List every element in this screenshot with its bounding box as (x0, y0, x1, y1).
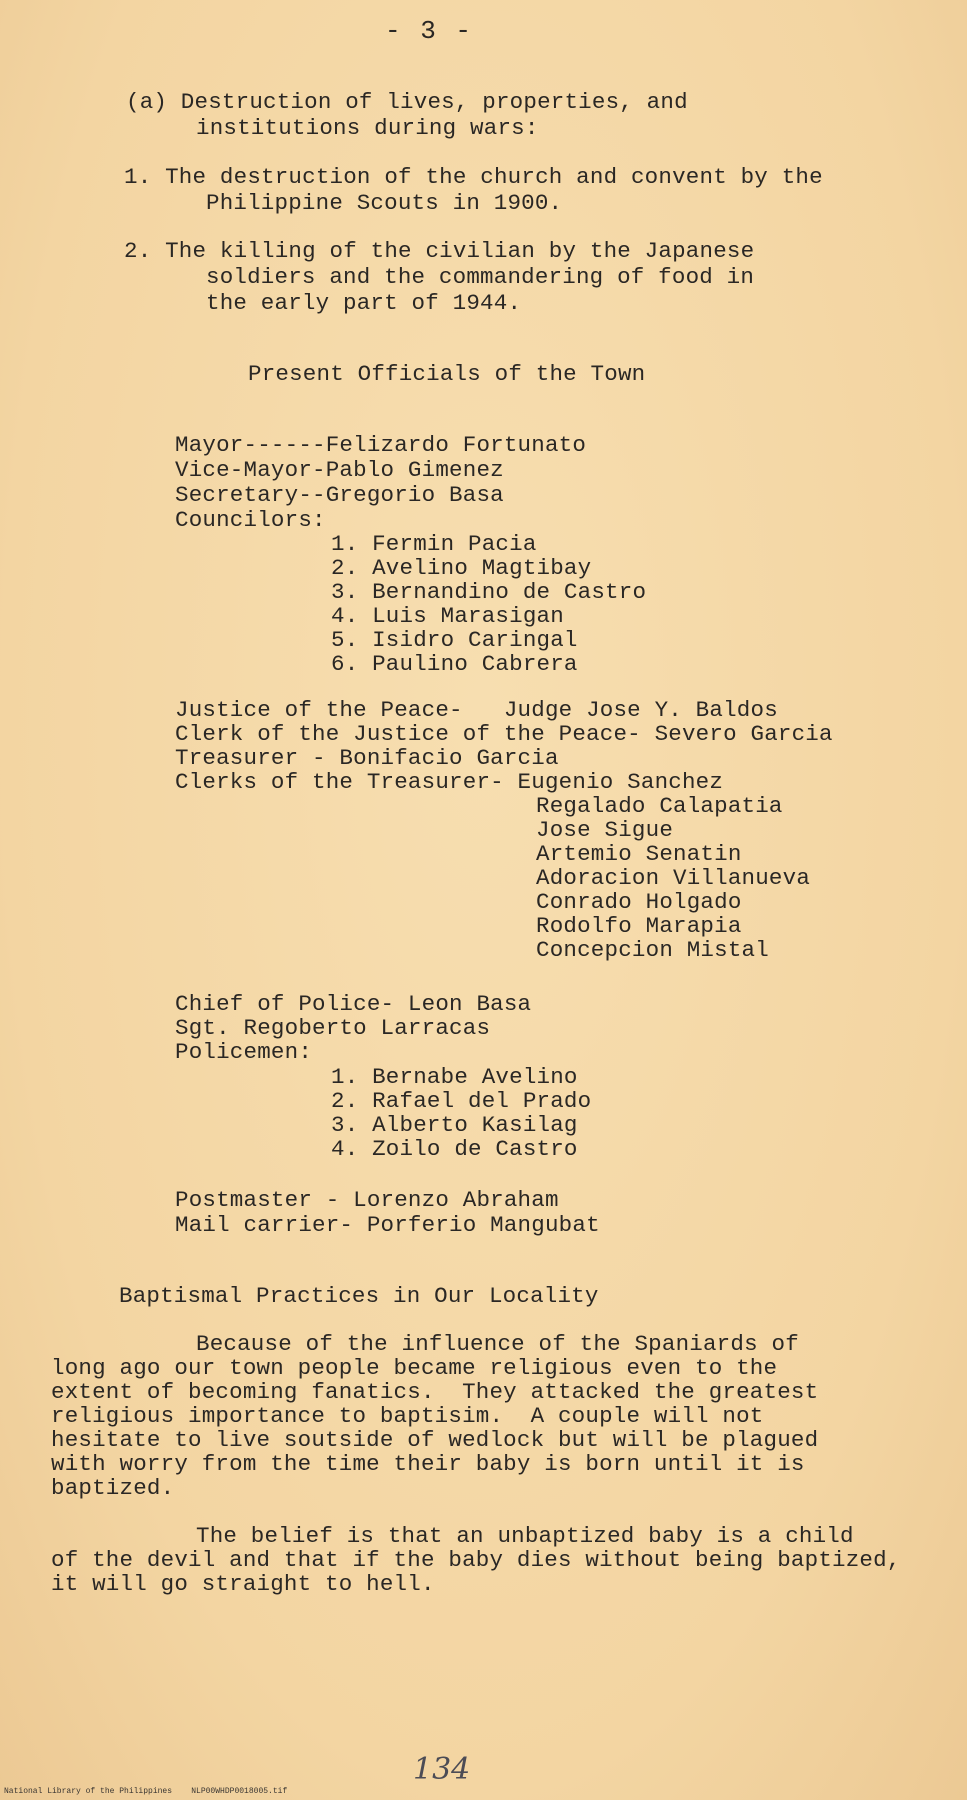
councilor-item: 6. Paulino Cabrera (331, 651, 578, 677)
list-item: the early part of 1944. (206, 290, 522, 316)
paragraph-line: baptized. (51, 1475, 175, 1501)
handwritten-page-number: 134 (413, 1752, 471, 1787)
paragraph-line: extent of becoming fanatics. They attacked the greatest (51, 1379, 819, 1405)
policeman-item: 1. Bernabe Avelino (331, 1064, 578, 1090)
official-entry: Secretary--Gregorio Basa (175, 482, 504, 508)
paragraph-line: long ago our town people became religious even to the (51, 1355, 778, 1381)
policeman-item: 4. Zoilo de Castro (331, 1136, 578, 1162)
official-entry: Sgt. Regoberto Larracas (175, 1015, 491, 1041)
list-item: Philippine Scouts in 1900. (206, 190, 563, 216)
clerk-item: Artemio Senatin (536, 841, 742, 867)
policeman-item: 2. Rafael del Prado (331, 1088, 592, 1114)
section-a-heading: institutions during wars: (196, 115, 539, 141)
clerk-item: Adoracion Villanueva (536, 865, 811, 891)
official-entry: Mayor------Felizardo Fortunato (175, 432, 587, 458)
official-entry: Mail carrier- Porferio Mangubat (175, 1212, 600, 1238)
section-a-heading: (a) Destruction of lives, properties, and (126, 89, 688, 115)
official-entry: Vice-Mayor-Pablo Gimenez (175, 457, 504, 483)
paragraph-line: The belief is that an unbaptized baby is a child (196, 1523, 854, 1549)
clerk-item: Jose Sigue (536, 817, 674, 843)
paragraph-line: Because of the influence of the Spaniards of (196, 1331, 799, 1357)
councilor-item: 3. Bernandino de Castro (331, 579, 647, 605)
councilor-item: 5. Isidro Caringal (331, 627, 578, 653)
official-entry: Clerks of the Treasurer- Eugenio Sanchez (175, 769, 724, 795)
official-entry: Chief of Police- Leon Basa (175, 991, 532, 1017)
official-entry: Clerk of the Justice of the Peace- Severo Garcia (175, 721, 833, 747)
paragraph-line: with worry from the time their baby is born until it is (51, 1451, 805, 1477)
page-number: - 3 - (385, 16, 474, 46)
paragraph-line: it will go straight to hell. (51, 1571, 435, 1597)
list-item: soldiers and the commandering of food in (206, 264, 755, 290)
official-entry: Justice of the Peace- Judge Jose Y. Baldos (175, 697, 778, 723)
clerk-item: Conrado Holgado (536, 889, 742, 915)
clerk-item: Rodolfo Marapia (536, 913, 742, 939)
official-entry: Treasurer - Bonifacio Garcia (175, 745, 559, 771)
councilor-item: 1. Fermin Pacia (331, 531, 537, 557)
list-item: 1. The destruction of the church and convent by the (124, 164, 823, 190)
clerk-item: Concepcion Mistal (536, 937, 769, 963)
policeman-item: 3. Alberto Kasilag (331, 1112, 578, 1138)
officials-title: Present Officials of the Town (248, 361, 646, 387)
baptismal-title: Baptismal Practices in Our Locality (119, 1283, 599, 1309)
footer-caption: National Library of the Philippines NLP00WHDP0018005.tif (4, 1787, 288, 1796)
official-entry: Postmaster - Lorenzo Abraham (175, 1187, 559, 1213)
policemen-label: Policemen: (175, 1039, 313, 1065)
list-item: 2. The killing of the civilian by the Japanese (124, 238, 755, 264)
clerk-item: Regalado Calapatia (536, 793, 783, 819)
councilors-label: Councilors: (175, 507, 326, 533)
paragraph-line: religious importance to baptisim. A couple will not (51, 1403, 764, 1429)
paragraph-line: hesitate to live soutside of wedlock but will be plagued (51, 1427, 819, 1453)
paragraph-line: of the devil and that if the baby dies without being baptized, (51, 1547, 901, 1573)
councilor-item: 4. Luis Marasigan (331, 603, 564, 629)
councilor-item: 2. Avelino Magtibay (331, 555, 592, 581)
